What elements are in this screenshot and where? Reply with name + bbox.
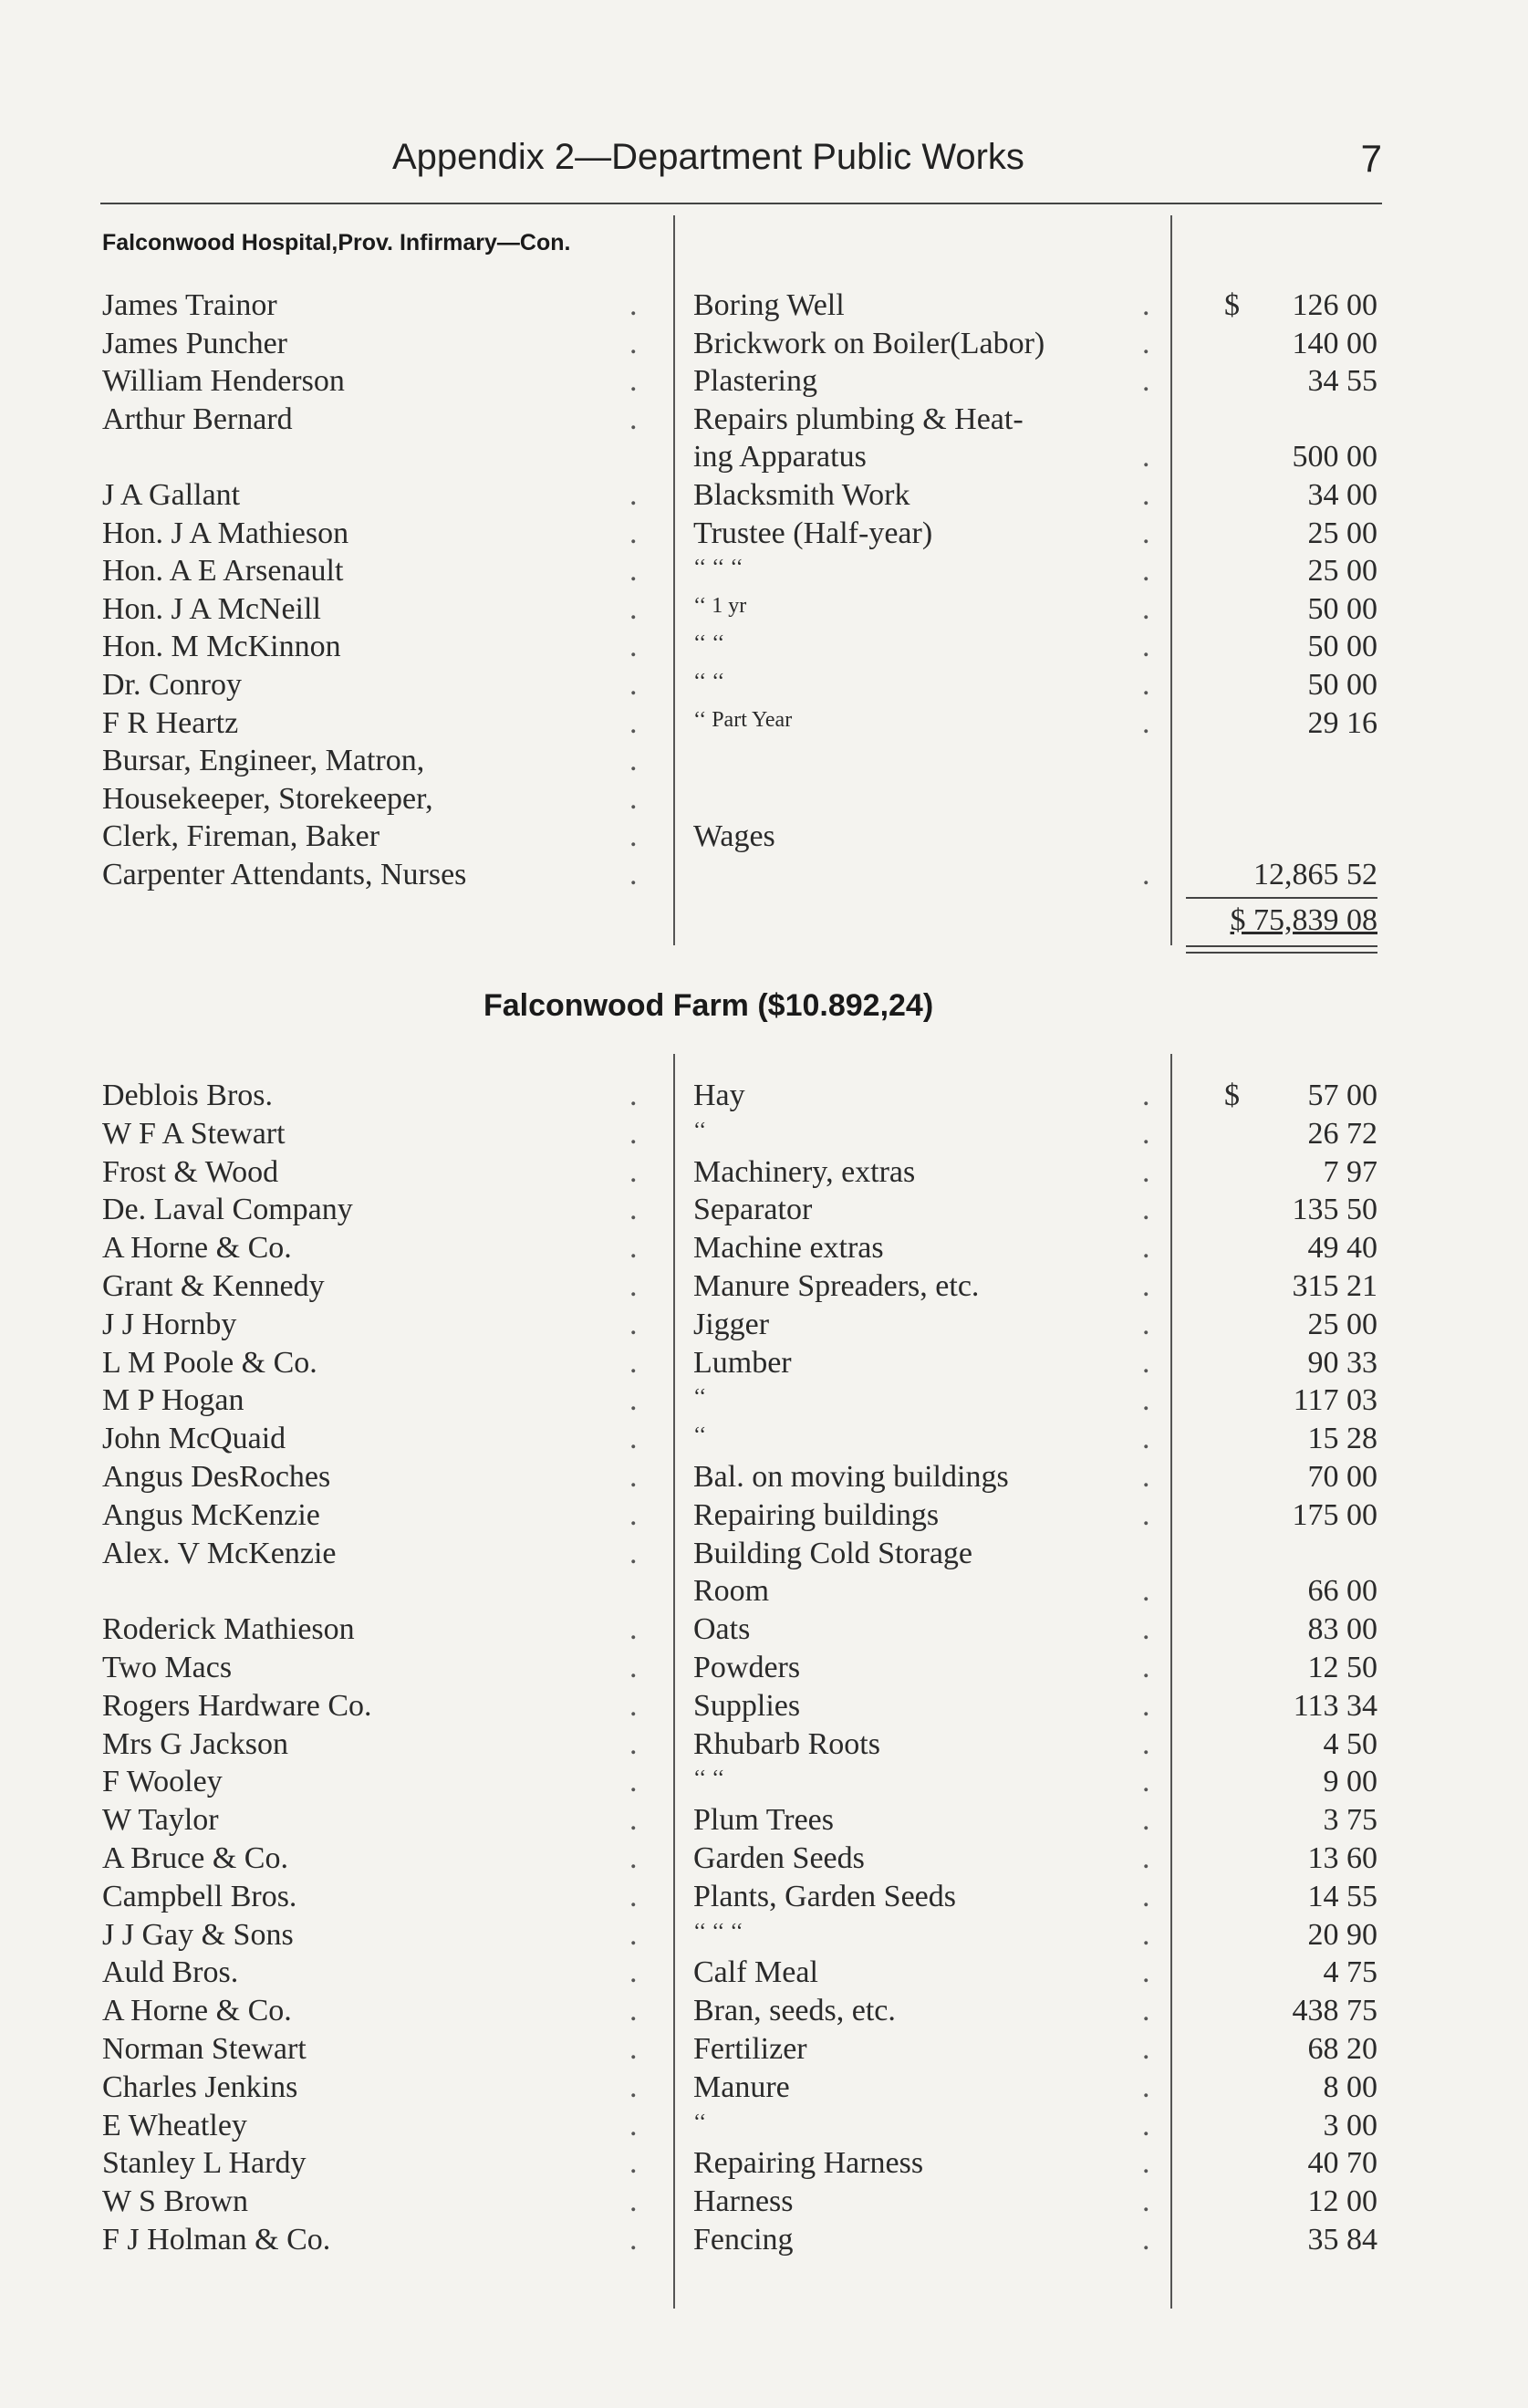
page-number: 7 — [1360, 137, 1382, 180]
leader-dot: . — [1142, 1116, 1150, 1151]
amount: 29 16 — [1307, 705, 1377, 740]
item-description: Room — [693, 1574, 770, 1609]
payee-name: W Taylor — [102, 1803, 219, 1838]
hospital-section-title: Falconwood Hospital,Prov. Infirmary—Con. — [102, 230, 571, 255]
payee-name: Frost & Wood — [102, 1154, 279, 1189]
table-row — [0, 362, 1528, 401]
payee-name: M P Hogan — [102, 1383, 244, 1418]
header-rule — [100, 203, 1382, 204]
amount: 9 00 — [1323, 1765, 1377, 1799]
table-row — [0, 742, 1528, 780]
amount: 20 90 — [1307, 1917, 1377, 1952]
table-row — [0, 1725, 1528, 1764]
leader-dot: . — [629, 1726, 638, 1761]
leader-dot: . — [1142, 2223, 1150, 2257]
subtotal-rule — [1186, 897, 1377, 899]
table-row — [0, 1649, 1528, 1687]
item-description: Rhubarb Roots — [693, 1726, 880, 1761]
item-description: Plum Trees — [693, 1803, 834, 1838]
payee-name: John McQuaid — [102, 1422, 286, 1456]
leader-dot: . — [629, 1422, 638, 1456]
item-description: Repairs plumbing & Heat- — [693, 401, 1024, 436]
table-row — [0, 2069, 1528, 2107]
amount: 83 00 — [1307, 1612, 1377, 1647]
table-row — [0, 2183, 1528, 2221]
leader-dot: . — [629, 1651, 638, 1684]
leader-dot: . — [629, 1688, 638, 1723]
table-row — [0, 628, 1528, 666]
payee-name: E Wheatley — [102, 2108, 247, 2142]
leader-dot: . — [1142, 326, 1150, 360]
payee-name: Roderick Mathieson — [102, 1612, 355, 1647]
leader-dot: . — [1142, 1765, 1150, 1799]
item-description: ‘‘ Part Year — [693, 707, 793, 732]
leader-dot: . — [629, 554, 638, 589]
leader-dot: . — [629, 1154, 638, 1189]
table-row — [0, 1916, 1528, 1955]
item-description: Garden Seeds — [693, 1841, 865, 1875]
leader-dot: . — [1142, 440, 1150, 474]
leader-dot: . — [629, 2223, 638, 2257]
table-row — [0, 1153, 1528, 1192]
table-row — [0, 1878, 1528, 1916]
leader-dot: . — [1142, 591, 1150, 626]
item-description: Lumber — [693, 1345, 792, 1380]
amount: 4 75 — [1323, 1955, 1377, 1990]
leader-dot: . — [629, 668, 638, 702]
leader-dot: . — [1142, 2032, 1150, 2066]
table-row — [0, 1840, 1528, 1878]
leader-dot: . — [1142, 478, 1150, 512]
item-description: Hay — [693, 1079, 745, 1112]
leader-dot: . — [1142, 1460, 1150, 1494]
table-row — [0, 401, 1528, 439]
payee-name: F J Holman & Co. — [102, 2223, 331, 2257]
payee-name: A Horne & Co. — [102, 1231, 292, 1266]
amount: 25 00 — [1307, 554, 1377, 589]
payee-name: J A Gallant — [102, 478, 241, 512]
leader-dot: . — [1142, 2069, 1150, 2104]
table-row — [0, 1381, 1528, 1420]
leader-dot: . — [1142, 554, 1150, 589]
amount: 140 00 — [1292, 326, 1377, 360]
total-row — [0, 902, 1528, 940]
leader-dot: . — [1142, 1269, 1150, 1303]
leader-dot: . — [629, 478, 638, 512]
dollar-sign: $ — [1224, 288, 1240, 322]
item-description: ‘‘ ‘‘ — [693, 670, 725, 693]
payee-name: W F A Stewart — [102, 1116, 286, 1151]
payee-name: Dr. Conroy — [102, 668, 242, 702]
total-double-rule — [1186, 945, 1377, 954]
item-description: ‘‘ ‘‘ — [693, 631, 725, 656]
amount: 35 84 — [1307, 2223, 1377, 2257]
leader-dot: . — [1142, 1422, 1150, 1456]
payee-name: A Bruce & Co. — [102, 1841, 288, 1875]
leader-dot: . — [629, 705, 638, 740]
leader-dot: . — [629, 1079, 638, 1112]
amount: 34 00 — [1307, 478, 1377, 512]
amount: 34 55 — [1307, 364, 1377, 399]
leader-dot: . — [1142, 1917, 1150, 1952]
item-description: Separator — [693, 1193, 813, 1227]
item-description: ‘‘ ‘‘ ‘‘ — [693, 1919, 743, 1944]
leader-dot: . — [1142, 1154, 1150, 1189]
leader-dot: . — [629, 1765, 638, 1799]
item-description: Building Cold Storage — [693, 1536, 972, 1570]
leader-dot: . — [1142, 630, 1150, 664]
leader-dot: . — [1142, 705, 1150, 740]
table-row — [0, 856, 1528, 894]
amount: 13 60 — [1307, 1841, 1377, 1875]
amount: 3 00 — [1323, 2108, 1377, 2142]
payee-name: Carpenter Attendants, Nurses — [102, 858, 467, 891]
table-row — [0, 2221, 1528, 2259]
amount: 25 00 — [1307, 516, 1377, 550]
leader-dot: . — [629, 2146, 638, 2181]
leader-dot: . — [629, 1269, 638, 1303]
table-row — [0, 1992, 1528, 2030]
table-row — [0, 1458, 1528, 1496]
item-description: ‘‘ ‘‘ — [693, 1767, 725, 1791]
payee-name: L M Poole & Co. — [102, 1345, 317, 1380]
table-row — [0, 1115, 1528, 1153]
payee-name: Deblois Bros. — [102, 1079, 273, 1112]
payee-name: Alex. V McKenzie — [102, 1536, 337, 1570]
payee-name: F R Heartz — [102, 705, 239, 740]
leader-dot: . — [629, 1460, 638, 1494]
running-head-title: Appendix 2—Department Public Works — [392, 137, 1024, 177]
payee-name: Norman Stewart — [102, 2032, 307, 2066]
leader-dot: . — [1142, 1803, 1150, 1838]
item-description: Brickwork on Boiler(Labor) — [693, 326, 1045, 360]
item-description: Machinery, extras — [693, 1154, 916, 1189]
payee-name: W S Brown — [102, 2184, 248, 2219]
leader-dot: . — [1142, 1612, 1150, 1647]
table-row — [0, 1191, 1528, 1229]
leader-dot: . — [1142, 1497, 1150, 1532]
amount: 70 00 — [1307, 1460, 1377, 1494]
payee-name: Stanley L Hardy — [102, 2146, 307, 2181]
payee-name: William Henderson — [102, 364, 345, 399]
table-row — [0, 1267, 1528, 1306]
item-description: Manure Spreaders, etc. — [693, 1269, 980, 1303]
amount: 50 00 — [1307, 630, 1377, 664]
payee-name: Bursar, Engineer, Matron, — [102, 744, 425, 778]
table-row — [0, 2107, 1528, 2145]
table-row — [0, 1496, 1528, 1535]
table-row — [0, 1344, 1528, 1382]
item-description: Blacksmith Work — [693, 478, 910, 512]
leader-dot: . — [629, 2184, 638, 2219]
payee-name: Hon. A E Arsenault — [102, 554, 344, 589]
payee-name: James Trainor — [102, 288, 277, 322]
leader-dot: . — [629, 516, 638, 550]
item-description: Wages — [693, 819, 775, 854]
amount: 40 70 — [1307, 2146, 1377, 2181]
item-description: ‘‘ 1 yr — [693, 593, 747, 618]
item-description: Bal. on moving buildings — [693, 1460, 1009, 1494]
leader-dot: . — [629, 1193, 638, 1227]
table-row — [0, 1306, 1528, 1344]
table-row — [0, 287, 1528, 325]
leader-dot: . — [629, 1231, 638, 1266]
leader-dot: . — [629, 1917, 638, 1952]
item-description: Machine extras — [693, 1231, 884, 1266]
item-description: Bran, seeds, etc. — [693, 1994, 896, 2028]
table-row — [0, 552, 1528, 590]
leader-dot: . — [1142, 1307, 1150, 1341]
amount: 12 50 — [1307, 1651, 1377, 1684]
leader-dot: . — [629, 1994, 638, 2028]
item-description: Powders — [693, 1651, 801, 1684]
table-row — [0, 590, 1528, 629]
table-row — [0, 1229, 1528, 1267]
amount: 117 03 — [1293, 1383, 1377, 1418]
payee-name: Campbell Bros. — [102, 1879, 297, 1913]
amount: 315 21 — [1292, 1269, 1377, 1303]
amount: 500 00 — [1292, 440, 1377, 474]
table-row — [0, 2144, 1528, 2183]
amount: 126 00 — [1292, 288, 1377, 322]
leader-dot: . — [629, 1383, 638, 1418]
amount: 50 00 — [1307, 668, 1377, 702]
item-description: Oats — [693, 1612, 751, 1647]
leader-dot: . — [1142, 1231, 1150, 1266]
running-head — [100, 137, 1382, 192]
leader-dot: . — [629, 288, 638, 322]
amount: 135 50 — [1292, 1193, 1377, 1227]
table-row — [0, 1611, 1528, 1649]
payee-name: A Horne & Co. — [102, 1994, 292, 2028]
leader-dot: . — [1142, 1079, 1150, 1112]
amount: 90 33 — [1307, 1345, 1377, 1380]
leader-dot: . — [1142, 1726, 1150, 1761]
payee-name: Arthur Bernard — [102, 401, 293, 436]
table-row — [0, 704, 1528, 743]
amount: 14 55 — [1307, 1879, 1377, 1913]
amount: 68 20 — [1307, 2032, 1377, 2066]
item-description: Fertilizer — [693, 2032, 807, 2066]
payee-name: Auld Bros. — [102, 1955, 239, 1990]
leader-dot: . — [629, 1345, 638, 1380]
leader-dot: . — [629, 819, 638, 854]
leader-dot: . — [1142, 1688, 1150, 1723]
leader-dot: . — [629, 364, 638, 399]
table-row — [0, 666, 1528, 704]
table-row — [0, 1687, 1528, 1725]
leader-dot: . — [629, 1955, 638, 1990]
leader-dot: . — [1142, 516, 1150, 550]
item-description: ‘‘ ‘‘ ‘‘ — [693, 556, 743, 580]
payee-name: Hon. J A McNeill — [102, 591, 321, 626]
payee-name: J J Hornby — [102, 1307, 237, 1341]
payee-name: Two Macs — [102, 1651, 233, 1684]
amount: 25 00 — [1307, 1307, 1377, 1341]
leader-dot: . — [1142, 1879, 1150, 1913]
leader-dot: . — [629, 1841, 638, 1875]
amount: 438 75 — [1292, 1994, 1377, 2028]
leader-dot: . — [1142, 2146, 1150, 2181]
leader-dot: . — [1142, 288, 1150, 322]
leader-dot: . — [629, 630, 638, 664]
dollar-sign: $ — [1224, 1079, 1240, 1112]
item-description: Fencing — [693, 2223, 794, 2257]
payee-name: De. Laval Company — [102, 1193, 353, 1227]
leader-dot: . — [629, 326, 638, 360]
amount: 175 00 — [1292, 1497, 1377, 1532]
leader-dot: . — [1142, 1193, 1150, 1227]
amount: 26 72 — [1307, 1116, 1377, 1151]
leader-dot: . — [629, 1116, 638, 1151]
payee-name: James Puncher — [102, 326, 288, 360]
table-row — [0, 818, 1528, 856]
item-description: Repairing buildings — [693, 1497, 940, 1532]
payee-name: Rogers Hardware Co. — [102, 1688, 372, 1723]
item-description: ‘‘ — [693, 1118, 707, 1142]
item-description: Calf Meal — [693, 1955, 818, 1990]
leader-dot: . — [629, 2032, 638, 2066]
payee-name: Angus DesRoches — [102, 1460, 331, 1494]
payee-name: Angus McKenzie — [102, 1497, 320, 1532]
leader-dot: . — [1142, 1574, 1150, 1609]
leader-dot: . — [629, 1803, 638, 1838]
leader-dot: . — [629, 2069, 638, 2104]
payee-name: Mrs G Jackson — [102, 1726, 288, 1761]
leader-dot: . — [629, 781, 638, 816]
leader-dot: . — [629, 1497, 638, 1532]
item-description: Trustee (Half-year) — [693, 516, 933, 550]
table-row — [0, 438, 1528, 476]
payee-name: F Wooley — [102, 1765, 223, 1799]
payee-name: Clerk, Fireman, Baker — [102, 819, 380, 854]
table-row — [0, 780, 1528, 818]
table-row — [0, 476, 1528, 515]
item-description: ing Apparatus — [693, 440, 867, 474]
item-description: Repairing Harness — [693, 2146, 924, 2181]
leader-dot: . — [629, 401, 638, 436]
table-row — [0, 1077, 1528, 1115]
amount: 15 28 — [1307, 1422, 1377, 1456]
amount: 4 50 — [1323, 1726, 1377, 1761]
item-description: Manure — [693, 2069, 790, 2104]
amount: 50 00 — [1307, 591, 1377, 626]
item-description: ‘‘ — [693, 1423, 707, 1448]
payee-name: Grant & Kennedy — [102, 1269, 325, 1303]
payee-name: Hon. M McKinnon — [102, 630, 341, 664]
farm-section-title: Falconwood Farm ($10.892,24) — [483, 988, 934, 1023]
leader-dot: . — [1142, 1994, 1150, 2028]
leader-dot: . — [629, 1536, 638, 1570]
leader-dot: . — [629, 1307, 638, 1341]
leader-dot: . — [629, 591, 638, 626]
payee-name: Housekeeper, Storekeeper, — [102, 781, 433, 816]
amount: 66 00 — [1307, 1574, 1377, 1609]
leader-dot: . — [1142, 1841, 1150, 1875]
item-description: ‘‘ — [693, 2110, 707, 2134]
table-row — [0, 1801, 1528, 1840]
leader-dot: . — [629, 2108, 638, 2142]
item-description: Jigger — [693, 1307, 770, 1341]
table-row — [0, 1572, 1528, 1611]
payee-name: Charles Jenkins — [102, 2069, 298, 2104]
leader-dot: . — [1142, 2108, 1150, 2142]
item-description: Supplies — [693, 1688, 801, 1723]
item-description: ‘‘ — [693, 1385, 707, 1410]
table-row — [0, 1420, 1528, 1458]
leader-dot: . — [1142, 1651, 1150, 1684]
leader-dot: . — [1142, 1955, 1150, 1990]
leader-dot: . — [629, 858, 638, 891]
table-row — [0, 1954, 1528, 1992]
item-description: Harness — [693, 2184, 794, 2219]
payee-name: J J Gay & Sons — [102, 1917, 294, 1952]
leader-dot: . — [1142, 364, 1150, 399]
amount: 8 00 — [1323, 2069, 1377, 2104]
leader-dot: . — [1142, 668, 1150, 702]
amount: 3 75 — [1323, 1803, 1377, 1838]
amount: 12 00 — [1307, 2184, 1377, 2219]
amount: 49 40 — [1307, 1231, 1377, 1266]
leader-dot: . — [629, 1612, 638, 1647]
amount: 57 00 — [1307, 1079, 1377, 1112]
leader-dot: . — [1142, 858, 1150, 891]
table-row — [0, 515, 1528, 553]
table-row — [0, 1763, 1528, 1801]
leader-dot: . — [1142, 1383, 1150, 1418]
leader-dot: . — [629, 1879, 638, 1913]
leader-dot: . — [1142, 2184, 1150, 2219]
amount: 12,865 52 — [1253, 858, 1377, 891]
item-description: Plants, Garden Seeds — [693, 1879, 957, 1913]
amount: 113 34 — [1293, 1688, 1377, 1723]
table-row — [0, 2030, 1528, 2069]
amount: 7 97 — [1323, 1154, 1377, 1189]
table-row — [0, 325, 1528, 363]
item-description: Boring Well — [693, 288, 845, 322]
table-row — [0, 1535, 1528, 1573]
grand-total: $ 75,839 08 — [1230, 903, 1377, 937]
item-description: Plastering — [693, 364, 817, 399]
payee-name: Hon. J A Mathieson — [102, 516, 349, 550]
leader-dot: . — [1142, 1345, 1150, 1380]
leader-dot: . — [629, 744, 638, 778]
